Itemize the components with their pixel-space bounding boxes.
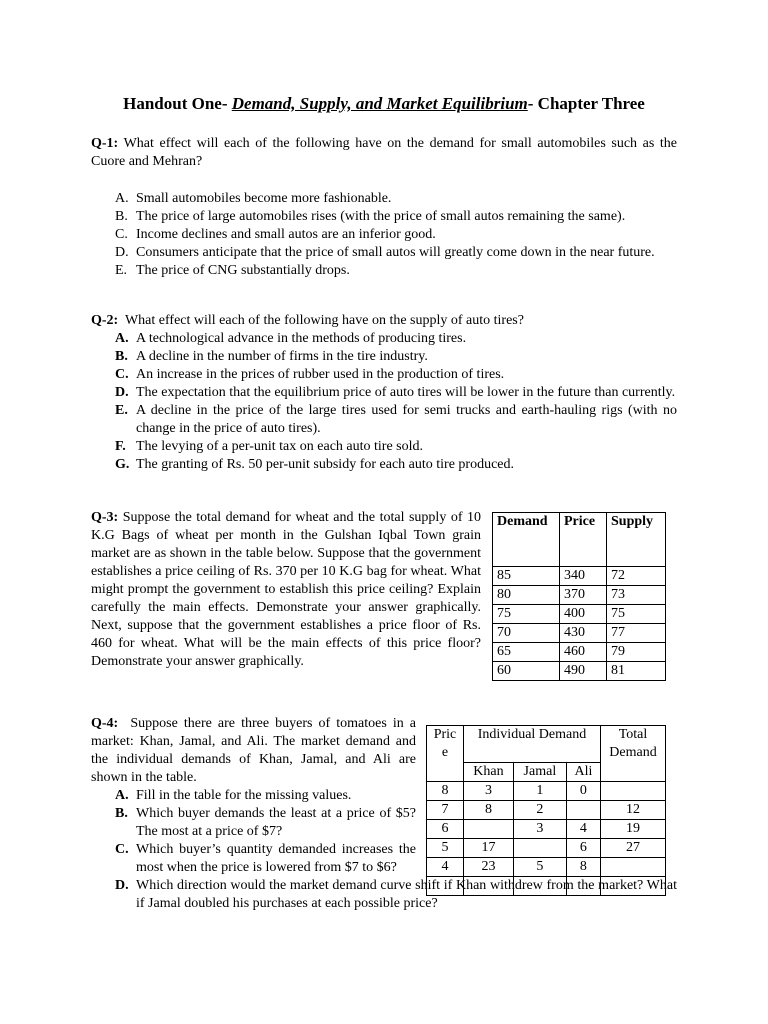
price-cell: 430 xyxy=(560,624,607,643)
item-text: Which buyer demands the least at a price of $5? The most at a price of $7? xyxy=(136,806,416,839)
ali-cell: 8 xyxy=(566,858,600,877)
item-text: Small automobiles become more fashionable. xyxy=(136,191,392,206)
item-marker: A. xyxy=(115,331,129,346)
item-marker: A. xyxy=(115,788,129,803)
supply-cell: 81 xyxy=(607,662,666,681)
table-row xyxy=(427,858,666,877)
list-item xyxy=(91,366,677,384)
question-4 xyxy=(91,715,416,787)
question-2-prompt xyxy=(91,312,677,330)
header-jamal: Jamal xyxy=(513,763,566,782)
header-price: Price xyxy=(427,726,464,782)
tomato-demand-table xyxy=(426,725,666,896)
supply-cell: 79 xyxy=(607,643,666,662)
list-item xyxy=(91,402,677,438)
wheat-market-table xyxy=(492,512,666,681)
header-demand: Demand xyxy=(493,513,560,567)
item-text: An increase in the prices of rubber used in the production of tires. xyxy=(136,367,505,382)
item-text: Consumers anticipate that the price of small autos will greatly come down in the near future. xyxy=(136,245,655,260)
ali-cell xyxy=(566,801,600,820)
price-cell: 7 xyxy=(427,801,464,820)
list-item xyxy=(91,330,677,348)
table-row xyxy=(427,820,666,839)
demand-cell: 65 xyxy=(493,643,560,662)
ali-cell: 4 xyxy=(566,820,600,839)
item-marker: D. xyxy=(115,385,129,400)
page-title xyxy=(0,94,768,114)
item-text: Which buyer’s quantity demanded increases the most when the price is lowered from $7 to $6? xyxy=(136,842,416,875)
ali-cell: 0 xyxy=(566,782,600,801)
table-header-row xyxy=(427,726,666,763)
item-marker: F. xyxy=(115,439,126,454)
list-item xyxy=(91,787,416,805)
demand-cell: 60 xyxy=(493,662,560,681)
price-cell: 5 xyxy=(427,839,464,858)
khan-cell: 17 xyxy=(464,839,514,858)
header-price: Price xyxy=(560,513,607,567)
demand-cell: 75 xyxy=(493,605,560,624)
question-4-text: Suppose there are three buyers of tomatoes in a market: Khan, Jamal, and Ali. The market demand and the individual demands of Khan, Jamal, and Ali are shown in the table. xyxy=(91,716,417,785)
khan-cell: 8 xyxy=(464,801,514,820)
demand-cell: 85 xyxy=(493,567,560,586)
total-cell xyxy=(601,782,666,801)
list-item xyxy=(91,208,677,226)
list-item xyxy=(91,384,677,402)
item-text: Fill in the table for the missing values. xyxy=(136,788,352,803)
price-cell: 400 xyxy=(560,605,607,624)
item-marker: D. xyxy=(115,878,129,893)
total-cell: 27 xyxy=(601,839,666,858)
question-4-label: Q-4: xyxy=(91,716,119,731)
jamal-cell: 1 xyxy=(513,782,566,801)
jamal-cell xyxy=(513,839,566,858)
table-row xyxy=(493,643,666,662)
table-row xyxy=(427,877,666,896)
table-row xyxy=(427,839,666,858)
price-cell: 460 xyxy=(560,643,607,662)
jamal-cell: 3 xyxy=(513,820,566,839)
question-3-label: Q-3: xyxy=(91,510,119,525)
ali-cell xyxy=(566,877,600,896)
price-cell: 6 xyxy=(427,820,464,839)
price-cell: 4 xyxy=(427,858,464,877)
question-2 xyxy=(91,312,677,474)
question-1-label: Q-1: xyxy=(91,136,119,151)
supply-cell: 72 xyxy=(607,567,666,586)
total-cell: 19 xyxy=(601,820,666,839)
table-row xyxy=(493,605,666,624)
header-khan: Khan xyxy=(464,763,514,782)
khan-cell xyxy=(464,877,514,896)
question-1 xyxy=(91,135,677,280)
list-item xyxy=(91,456,677,474)
total-cell: 12 xyxy=(601,801,666,820)
item-text: A technological advance in the methods of producing tires. xyxy=(136,331,467,346)
header-ali: Ali xyxy=(566,763,600,782)
question-2-options xyxy=(91,330,677,474)
ali-cell: 6 xyxy=(566,839,600,858)
table-row xyxy=(493,567,666,586)
khan-cell xyxy=(464,820,514,839)
item-marker: A. xyxy=(115,191,129,206)
question-3-text: Suppose the total demand for wheat and the total supply of 10 K.G Bags of wheat per month in the Gulshan Iqbal Town grain market are as shown in the table below. Suppose that the government establishes a price ceiling of Rs. 370 per 10 K.G bag for wheat. What might prompt the government to establish this price ceiling? Explain carefully the main effects. Demonstrate your answer graphically. Next, suppose that the government establishes a price floor of Rs. 460 for wheat. What will be the main effects of this price floor? Demonstrate your answer graphically. xyxy=(91,510,481,669)
question-2-text: What effect will each of the following have on the supply of auto tires? xyxy=(124,313,524,328)
price-cell: 370 xyxy=(560,586,607,605)
table-row xyxy=(493,624,666,643)
price-cell: 340 xyxy=(560,567,607,586)
table-row xyxy=(493,662,666,681)
item-marker: B. xyxy=(115,349,128,364)
demand-cell: 70 xyxy=(493,624,560,643)
table-row xyxy=(427,782,666,801)
title-suffix: - Chapter Three xyxy=(527,94,645,113)
item-marker: B. xyxy=(115,209,128,224)
supply-cell: 77 xyxy=(607,624,666,643)
price-cell xyxy=(427,877,464,896)
jamal-cell xyxy=(513,877,566,896)
title-emphasis: Demand, Supply, and Market Equilibrium xyxy=(231,94,528,113)
question-1-prompt xyxy=(91,135,677,171)
question-1-text: What effect will each of the following have on the demand for small automobiles such as the Cuore and Mehran? xyxy=(91,136,677,169)
price-cell: 490 xyxy=(560,662,607,681)
list-item xyxy=(91,226,677,244)
item-marker: E. xyxy=(115,263,128,278)
total-cell xyxy=(601,877,666,896)
title-prefix: Handout One- xyxy=(123,94,228,113)
total-cell xyxy=(601,858,666,877)
price-cell: 8 xyxy=(427,782,464,801)
question-1-options xyxy=(91,190,677,280)
item-text: Income declines and small autos are an inferior good. xyxy=(136,227,436,242)
table-row xyxy=(493,586,666,605)
item-text: A decline in the price of the large tires used for semi trucks and earth-hauling rigs (with no change in the price of auto tires). xyxy=(136,403,677,436)
header-individual-demand: Individual Demand xyxy=(464,726,601,763)
list-item xyxy=(91,190,677,208)
item-text: The levying of a per-unit tax on each auto tire sold. xyxy=(136,439,424,454)
list-item xyxy=(91,805,416,841)
jamal-cell: 2 xyxy=(513,801,566,820)
item-text: The price of CNG substantially drops. xyxy=(136,263,350,278)
item-text: A decline in the number of firms in the tire industry. xyxy=(136,349,428,364)
item-marker: G. xyxy=(115,457,130,472)
list-item xyxy=(91,348,677,366)
list-item xyxy=(91,244,677,262)
item-text: The expectation that the equilibrium price of auto tires will be lower in the future than currently. xyxy=(136,385,676,400)
list-item xyxy=(91,262,677,280)
item-text: The price of large automobiles rises (with the price of small autos remaining the same). xyxy=(136,209,626,224)
list-item xyxy=(91,438,677,456)
demand-cell: 80 xyxy=(493,586,560,605)
list-item xyxy=(91,841,416,877)
item-marker: B. xyxy=(115,806,128,821)
header-supply: Supply xyxy=(607,513,666,567)
item-marker: E. xyxy=(115,403,128,418)
item-marker: D. xyxy=(115,245,129,260)
item-marker: C. xyxy=(115,367,129,382)
supply-cell: 75 xyxy=(607,605,666,624)
item-text: The granting of Rs. 50 per-unit subsidy for each auto tire produced. xyxy=(136,457,515,472)
item-marker: C. xyxy=(115,842,129,857)
question-2-label: Q-2: xyxy=(91,313,119,328)
item-text: Which direction would the market demand curve shift if Khan withdrew from the market? What if Jamal doubled his purchases at each possible price? xyxy=(136,878,677,911)
table-header-row xyxy=(493,513,666,567)
supply-cell: 73 xyxy=(607,586,666,605)
question-3 xyxy=(91,509,481,671)
table-row xyxy=(427,801,666,820)
khan-cell: 23 xyxy=(464,858,514,877)
header-total-demand: Total Demand xyxy=(601,726,666,782)
jamal-cell: 5 xyxy=(513,858,566,877)
item-marker: C. xyxy=(115,227,128,242)
khan-cell: 3 xyxy=(464,782,514,801)
